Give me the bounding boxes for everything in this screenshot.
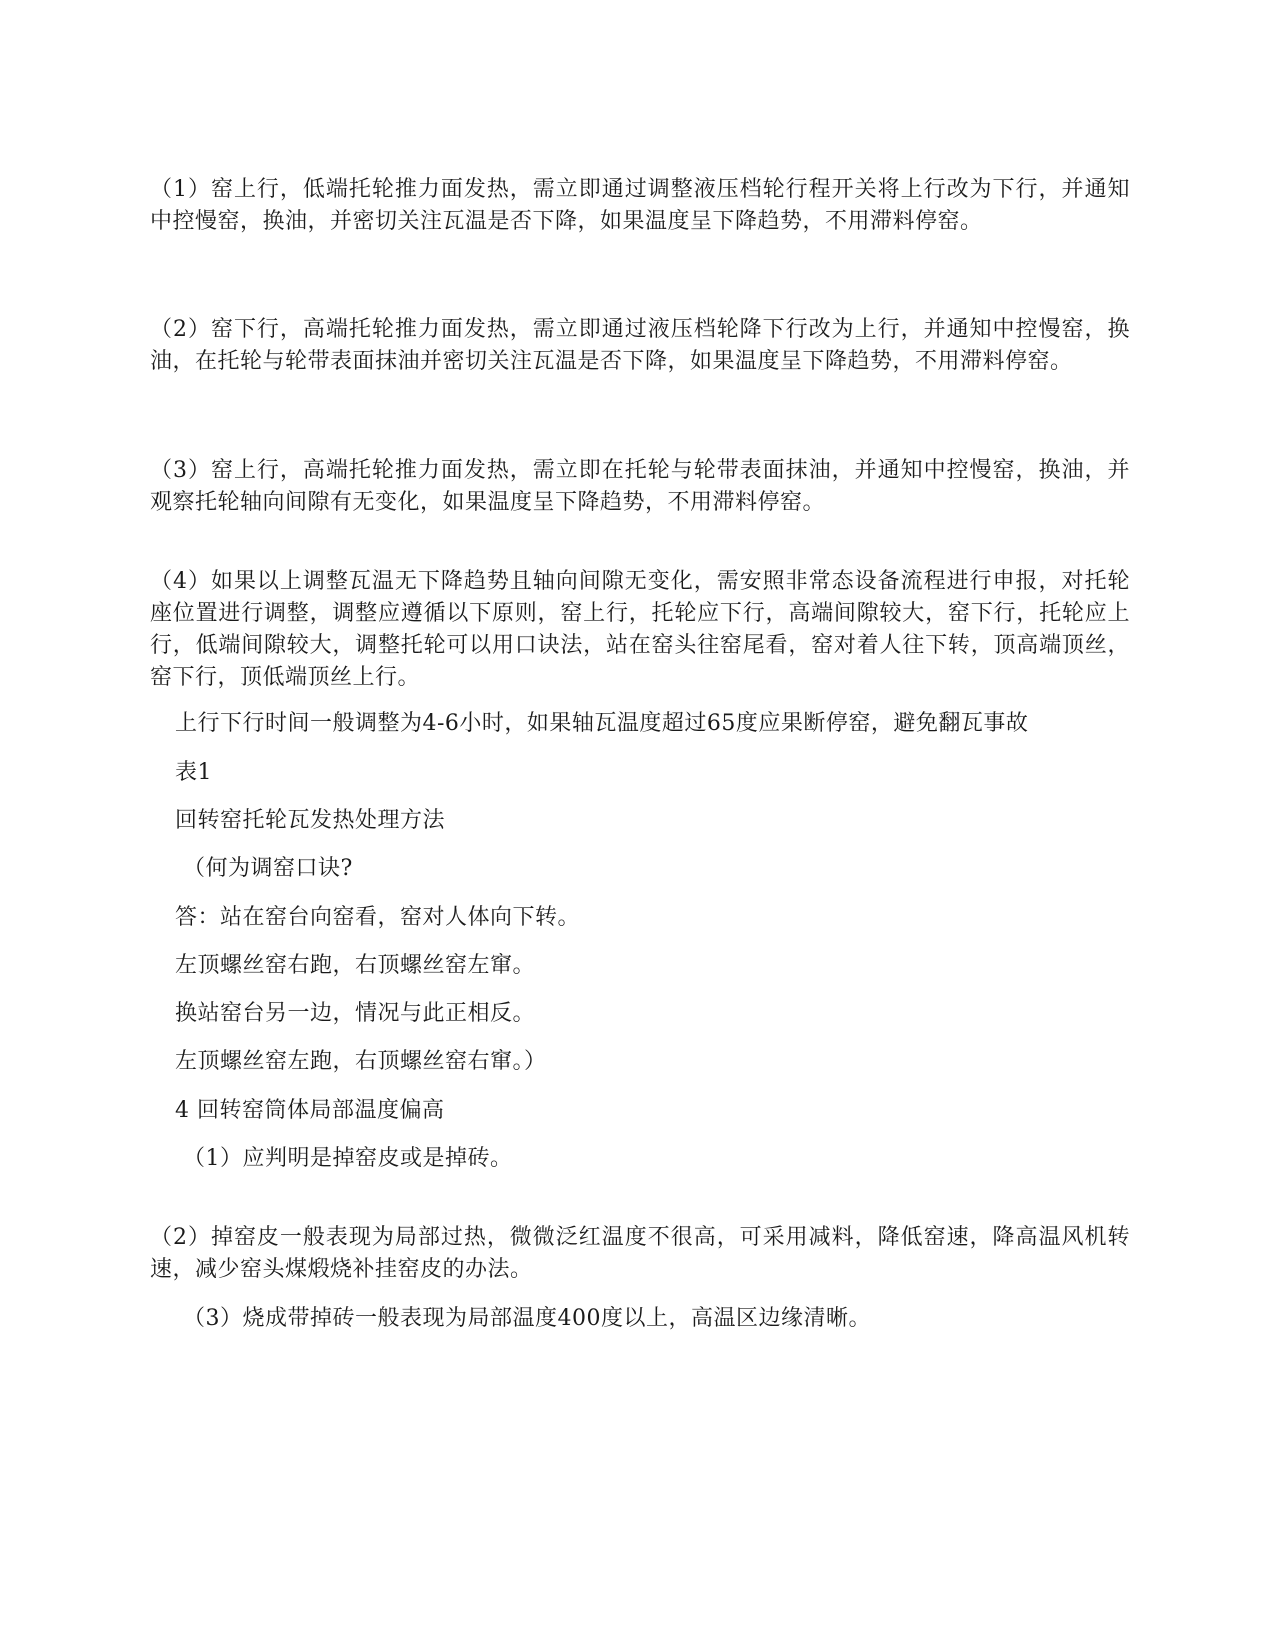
line-rhyme-2: 换站窑台另一边，情况与此正相反。: [175, 1001, 536, 1026]
paragraph-5: （2）掉窑皮一般表现为局部过热，微微泛红温度不很高，可采用减料，降低窑速，降高温风机转速，减少窑头煤煅烧补挂窑皮的办法。: [150, 1225, 1130, 1282]
section-title-bearing-heat: 回转窑托轮瓦发热处理方法: [175, 808, 446, 833]
line-item-3: （3）烧成带掉砖一般表现为局部温度400度以上，高温区边缘清晰。: [183, 1306, 871, 1331]
line-rhyme-3: 左顶螺丝窑左跑，右顶螺丝窑右窜。）: [175, 1049, 547, 1074]
line-question: （何为调窑口诀?: [183, 856, 353, 881]
paragraph-1: （1）窑上行，低端托轮推力面发热，需立即通过调整液压档轮行程开关将上行改为下行，并通知中控慢窑，换油，并密切关注瓦温是否下降，如果温度呈下降趋势，不用滞料停窑。: [150, 177, 1130, 234]
line-answer: 答：站在窑台向窑看，窑对人体向下转。: [175, 905, 581, 930]
table-label: 表1: [175, 760, 212, 785]
paragraph-4: （4）如果以上调整瓦温无下降趋势且轴向间隙无变化，需安照非常态设备流程进行申报，对托轮座位置进行调整，调整应遵循以下原则，窑上行，托轮应下行，高端间隙较大，窑下行，托轮应上行，低端间隙较大，调整托轮可以用口诀法，站在窑头往窑尾看，窑对着人往下转，顶高端顶丝，窑下行，顶低端顶丝上行。: [150, 569, 1130, 690]
paragraph-2: （2）窑下行，高端托轮推力面发热，需立即通过液压档轮降下行改为上行，并通知中控慢窑，换油，在托轮与轮带表面抹油并密切关注瓦温是否下降，如果温度呈下降趋势，不用滞料停窑。: [150, 317, 1130, 374]
line-adjust-time: 上行下行时间一般调整为4-6小时，如果轴瓦温度超过65度应果断停窑，避免翻瓦事故: [175, 711, 1029, 736]
section-heading-4: 4 回转窑筒体局部温度偏高: [175, 1098, 445, 1123]
paragraph-3: （3）窑上行，高端托轮推力面发热，需立即在托轮与轮带表面抹油，并通知中控慢窑，换油，并观察托轮轴向间隙有无变化，如果温度呈下降趋势，不用滞料停窑。: [150, 458, 1130, 515]
line-item-1: （1）应判明是掉窑皮或是掉砖。: [183, 1146, 513, 1171]
line-rhyme-1: 左顶螺丝窑右跑，右顶螺丝窑左窜。: [175, 953, 536, 978]
